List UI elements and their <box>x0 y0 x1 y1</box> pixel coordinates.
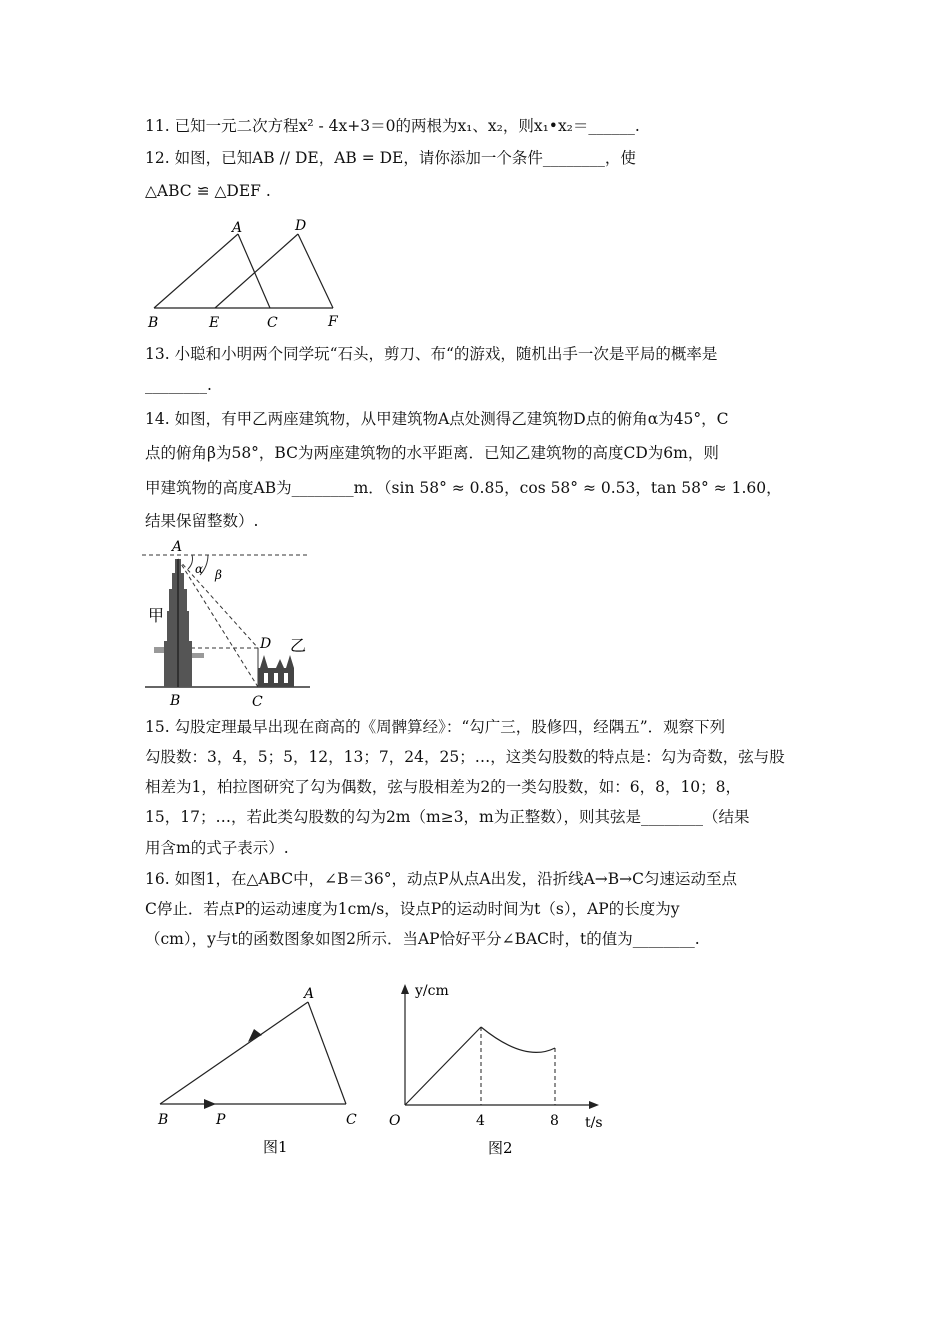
q16-figure1 <box>150 980 365 1160</box>
q16-line2: C停止．若点P的运动速度为1cm/s，设点P的运动时间为t（s），AP的长度为y <box>145 900 680 918</box>
building-yi-icon <box>258 655 294 687</box>
segment-ba <box>154 234 238 308</box>
label-a: A <box>232 220 243 236</box>
figure1-caption: 图1 <box>263 1138 288 1156</box>
tick-8: 8 <box>550 1113 559 1129</box>
label-a: A <box>172 539 183 555</box>
q11-text: 11. 已知一元二次方程x² - 4x+3＝0的两根为x₁、x₂，则x₁•x₂＝______. <box>145 117 640 135</box>
arrow-b-to-c-icon <box>204 1099 216 1109</box>
q12-line1: 12. 如图，已知AB // DE，AB = DE，请你添加一个条件________，使 <box>145 149 636 167</box>
q16-line3: （cm），y与t的函数图象如图2所示．当AP恰好平分∠BAC时，t的值为________. <box>145 930 700 948</box>
q16-figure2 <box>375 975 620 1165</box>
q14-line4: 结果保留整数）. <box>145 512 259 530</box>
label-f: F <box>328 314 338 330</box>
label-c: C <box>252 694 263 710</box>
label-b: B <box>158 1112 169 1128</box>
q12-figure <box>140 210 360 335</box>
label-c: C <box>267 315 278 331</box>
q14-line2: 点的俯角β为58°，BC为两座建筑物的水平距离．已知乙建筑物的高度CD为6m，则 <box>145 444 719 462</box>
label-p: P <box>216 1112 226 1128</box>
q14-line1: 14. 如图，有甲乙两座建筑物，从甲建筑物A点处测得乙建筑物D点的俯角α为45°，C <box>145 410 729 428</box>
label-b: B <box>148 315 159 331</box>
figure2-caption: 图2 <box>488 1139 513 1157</box>
y-axis-arrow-icon <box>401 984 409 994</box>
y-axis-label: y/cm <box>415 983 449 999</box>
q15-line2: 勾股数：3，4，5；5，12，13；7，24，25；…，这类勾股数的特点是：勾为奇数，弦与股 <box>145 748 785 766</box>
q14-line3: 甲建筑物的高度AB为________m．（sin 58° ≈ 0.85，cos 58° ≈ 0.53，tan 58° ≈ 1.60， <box>145 479 782 497</box>
q15-line3: 相差为1，柏拉图研究了勾为偶数，弦与股相差为2的一类勾股数，如：6，8，10；8， <box>145 778 742 796</box>
graph-segment-rising <box>405 1027 481 1105</box>
q15-line1: 15. 勾股定理最早出现在商高的《周髀算经》：“勾广三，股修四，经隅五”．观察下列 <box>145 718 726 736</box>
label-yi: 乙 <box>290 636 307 655</box>
label-alpha: α <box>195 562 204 576</box>
q12-line2: △ABC ≌ △DEF . <box>145 182 271 200</box>
label-jia: 甲 <box>148 606 165 625</box>
q16-line1: 16. 如图1，在△ABC中，∠B＝36°，动点P从点A出发，沿折线A→B→C匀速运动至点 <box>145 870 737 888</box>
origin-label: O <box>389 1113 401 1129</box>
arrow-a-to-b-icon <box>248 1029 262 1042</box>
graph-curve <box>481 1027 555 1052</box>
label-d: D <box>260 636 272 652</box>
tick-4: 4 <box>476 1113 485 1129</box>
label-b: B <box>170 693 181 709</box>
segment-ac <box>308 1002 346 1104</box>
q14-figure <box>140 535 315 710</box>
label-d: D <box>295 218 307 234</box>
label-beta: β <box>215 568 222 582</box>
q13-line2: ________. <box>145 376 212 394</box>
segment-ba <box>160 1002 308 1104</box>
segment-ed <box>215 234 298 308</box>
label-c: C <box>346 1112 357 1128</box>
alpha-arc <box>188 555 193 569</box>
label-a: A <box>304 986 315 1002</box>
label-e: E <box>209 315 220 331</box>
x-axis-arrow-icon <box>589 1101 599 1109</box>
segment-ac <box>238 234 270 308</box>
q13-line1: 13. 小聪和小明两个同学玩“石头，剪刀、布“的游戏，随机出手一次是平局的概率是 <box>145 345 718 363</box>
q15-line4: 15，17；…，若此类勾股数的勾为2m（m≥3，m为正整数），则其弦是________（结果 <box>145 808 750 826</box>
segment-df <box>298 234 333 308</box>
q15-line5: 用含m的式子表示）. <box>145 839 289 857</box>
x-axis-label: t/s <box>585 1115 603 1131</box>
